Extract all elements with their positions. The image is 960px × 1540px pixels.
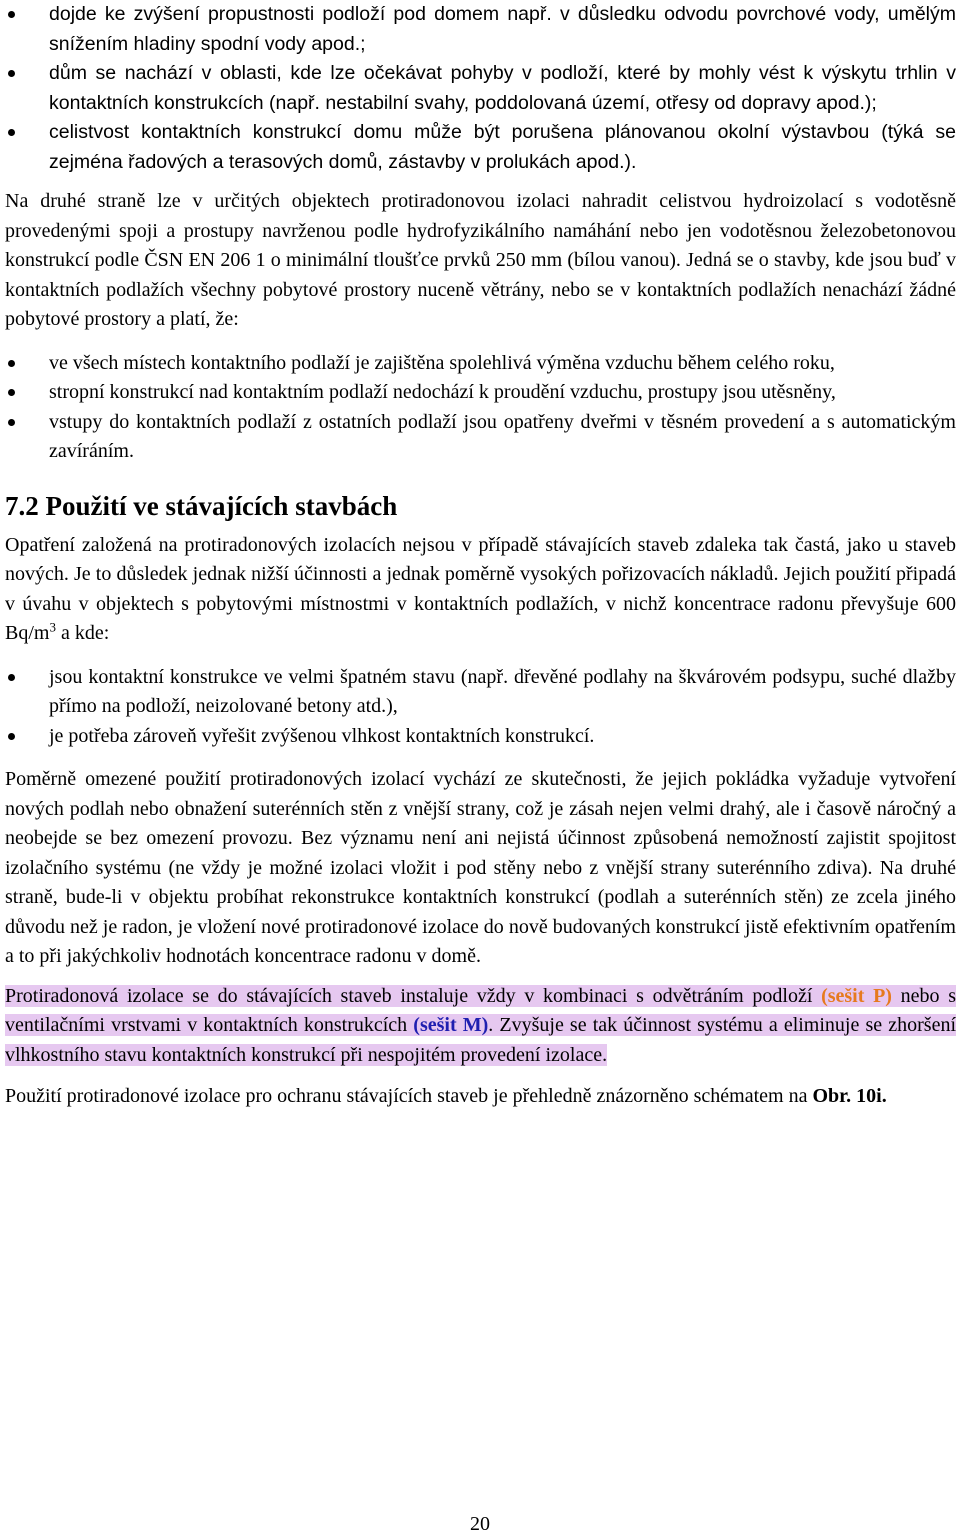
section-number: 7.2 bbox=[5, 490, 39, 521]
sesit-m-reference: (sešit M) bbox=[413, 1014, 489, 1036]
paragraph-existing-buildings bbox=[5, 531, 956, 649]
paragraph-end: a kde: bbox=[55, 622, 110, 644]
section-title: Použití ve stávajících stavbách bbox=[45, 490, 398, 521]
document-page bbox=[5, 0, 956, 1112]
list-item: stropní konstrukcí nad kontaktním podlaží nedochází k proudění vzduchu, prostupy jsou utěsněny, bbox=[5, 378, 956, 408]
list-item: dojde ke zvýšení propustnosti podloží pod domem např. v důsledku odvodu povrchové vody, umělým snížením hladiny spodní vody apod.; bbox=[5, 0, 956, 59]
condition-bullet-list bbox=[5, 349, 956, 467]
paragraph-text: Použití protiradonové izolace pro ochranu stávajících staveb je přehledně znázorněno schématem na bbox=[5, 1085, 813, 1107]
list-item: jsou kontaktní konstrukce ve velmi špatném stavu (např. dřevěné podlahy na škvárovém podsypu, suché dlažby přímo na podloží, neizolované betony atd.), bbox=[5, 663, 956, 722]
superscript-three: 3 bbox=[49, 619, 56, 635]
list-item: celistvost kontaktních konstrukcí domu může být porušena plánovanou okolní výstavbou (týká se zejména řadových a terasových domů, zástavby v prolukách apod.). bbox=[5, 118, 956, 177]
list-item: dům se nachází v oblasti, kde lze očekávat pohyby v podloží, které by mohly vést k výskytu trhlin v kontaktních konstrukcích (např. nestabilní svahy, poddolovaná území, otřesy od dopravy apod.); bbox=[5, 59, 956, 118]
section-heading bbox=[5, 489, 956, 523]
list-item: je potřeba zároveň vyřešit zvýšenou vlhkost kontaktních konstrukcí. bbox=[5, 722, 956, 752]
highlight-text: . Zvyšuje se tak účinnost systému a eliminuje se zhoršení vlhkostního stavu kontaktních konstrukcí při nespojitém provedení izolace. bbox=[5, 1014, 957, 1066]
paragraph-water-tight-alternative: Na druhé straně lze v určitých objektech protiradonovou izolaci nahradit celistvou hydroizolací s vodotěsně provedenými spoji a prostupy navrženou podle hydrofyzikálního namáhání nebo jen vodotěsnou železobetonovou konstrukcí podle ČSN EN 206 1 o minimální tloušťce prvků 250 mm (bílou vanou). Jedná se o stavby, kde jsou buď v kontaktních podlažích všechny pobytové prostory nuceně větrány, nebo se v kontaktních podlažích nenachází žádné pobytové prostory a platí, že: bbox=[5, 190, 956, 330]
list-item: vstupy do kontaktních podlaží z ostatních podlaží jsou opatřeny dveřmi v těsném provedení a s automatickým zavíráním. bbox=[5, 408, 956, 467]
paragraph-figure-reference bbox=[5, 1082, 956, 1112]
page-number: 20 bbox=[470, 1513, 490, 1535]
sesit-p-reference: (sešit P) bbox=[821, 984, 892, 1007]
paragraph-limited-use: Poměrně omezené použití protiradonových izolací vychází ze skutečnosti, že jejich pokládka vyžaduje vytvoření nových podlah nebo obnažení suterénních stěn z vnější strany, což je zásah nejen velmi drahý, ale i časově náročný a neobejde se bez omezení provozu. Bez významu není ani nejistá účinnost způsobená nemožností zajistit spojitost izolačního systému (ne vždy je možné izolaci vložit i pod stěny nebo z vnější strany suterénního zdiva). Na druhé straně, bude-li v objektu probíhat rekonstrukce kontaktních konstrukcí (podlah a suterénních stěn) ze zcela jiného důvodu než je radon, je vložení nové protiradonové izolace do nově budovaných konstrukcí jistě efektivním opatřením a to při jakýchkoliv hodnotách koncentrace radonu v domě. bbox=[5, 768, 956, 967]
existing-buildings-bullet-list bbox=[5, 663, 956, 752]
list-item: ve všech místech kontaktního podlaží je zajištěna spolehlivá výměna vzduchu během celého roku, bbox=[5, 349, 956, 379]
paragraph-text: Opatření založená na protiradonových izolacích nejsou v případě stávajících staveb zdaleka tak častá, jako u staveb nových. Je to důsledek jednak nižší účinnosti a jednak poměrně vysokých pořizovacích nákladů. Jejich použití připadá v úvahu v objektech s pobytovými místnostmi v kontaktních podlažích, v nichž koncentrace radonu převyšuje 600 Bq/m bbox=[5, 533, 956, 644]
highlight-text: nebo s ventilačními vrstvami v kontaktních konstrukcích bbox=[5, 984, 956, 1036]
figure-reference: Obr. 10i. bbox=[812, 1085, 887, 1107]
highlight-text: Protiradonová izolace se do stávajících staveb instaluje vždy v kombinaci s odvětráním podloží bbox=[5, 984, 822, 1007]
highlighted-paragraph bbox=[5, 982, 956, 1071]
top-bullet-list bbox=[5, 0, 956, 177]
